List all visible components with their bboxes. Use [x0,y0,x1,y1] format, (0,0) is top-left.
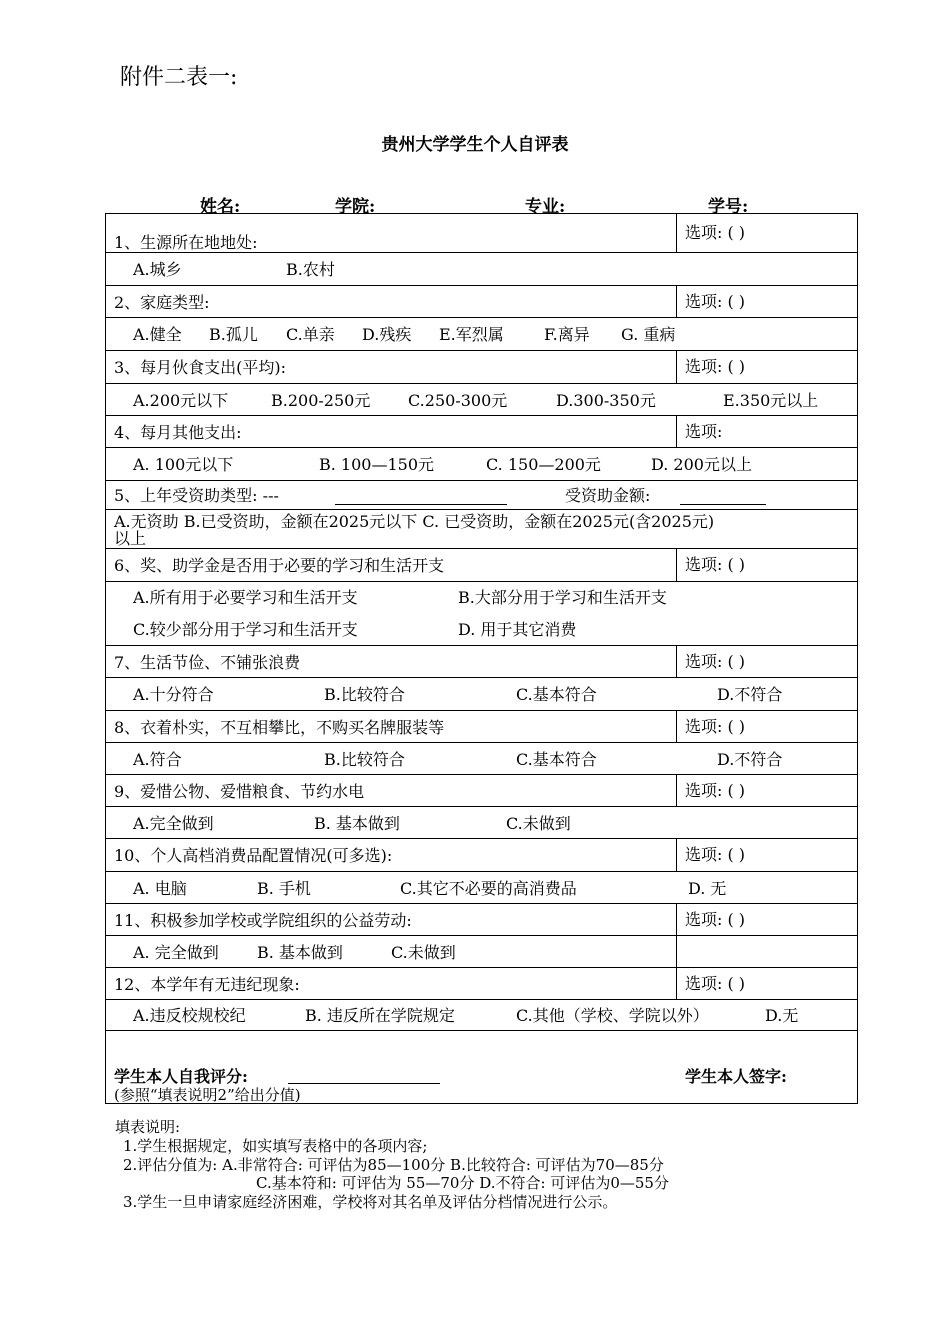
q10-option-d: D. 无 [688,879,727,898]
q11-choice-field[interactable]: 选项: ( ) [676,904,745,935]
q2-row [106,286,857,318]
q8-option-a: A.符合 [133,750,182,769]
q11-option-c: C.未做到 [391,943,456,962]
q5-text: 5、上年受资助类型: --- [114,486,279,505]
q3-option-c: C.250-300元 [408,391,508,410]
attachment-label: 附件二表一: [120,65,238,90]
q6-options-row [106,582,857,646]
q5-options-row [106,510,857,549]
q10-choice-field[interactable]: 选项: ( ) [676,839,745,871]
q9-text: 9、爱惜公物、爱惜粮食、节约水电 [114,782,365,801]
q5-option-line1: A.无资助 B.已受资助，金额在2025元以下 C. 已受资助，金额在2025元(含2025元) [114,512,715,531]
q8-options-row [106,743,857,775]
q9-option-a: A.完全做到 [133,814,214,833]
q1-option-a: A.城乡 [133,260,182,279]
q5-option-line2: 以上 [114,529,147,548]
q4-option-d: D. 200元以上 [651,455,752,474]
q2-option-c: C.单亲 [286,325,335,344]
q8-option-b: B.比较符合 [324,750,405,769]
q9-option-c: C.未做到 [506,814,571,833]
q5-amount-label: 受资助金额: [565,486,651,505]
q11-options-row [106,936,857,968]
q8-option-c: C.基本符合 [516,750,597,769]
q4-row [106,416,857,448]
instruction-3: 3.学生一旦申请家庭经济困难，学校将对其名单及评估分档情况进行公示。 [123,1193,618,1211]
q3-choice-field[interactable]: 选项: ( ) [676,351,745,383]
self-score-note: (参照“填表说明2”给出分值) [114,1086,301,1104]
q3-options-row [106,384,857,416]
self-score-blank[interactable] [288,1065,440,1082]
q10-option-a: A. 电脑 [133,879,187,898]
q11-option-b: B. 基本做到 [257,943,343,962]
q9-row [106,775,857,807]
instructions-heading: 填表说明: [115,1118,181,1136]
q12-option-b: B. 违反所在学院规定 [305,1006,455,1025]
q1-text: 1、生源所在地地处: [114,233,258,252]
q7-option-a: A.十分符合 [133,685,214,704]
q7-option-b: B.比较符合 [324,685,405,704]
q6-option-b: B.大部分用于学习和生活开支 [458,588,667,607]
q7-option-c: C.基本符合 [516,685,597,704]
q3-option-e: E.350元以上 [723,391,819,410]
q3-row [106,351,857,384]
student-id-label: 学号: [708,197,749,217]
q4-option-a: A. 100元以下 [133,455,234,474]
q11-option-a: A. 完全做到 [133,943,219,962]
instruction-1: 1.学生根据规定，如实填写表格中的各项内容; [123,1136,428,1155]
q8-option-d: D.不符合 [717,750,783,769]
q2-option-d: D.残疾 [362,325,412,344]
q7-option-d: D.不符合 [717,685,783,704]
q3-text: 3、每月伙食支出(平均): [114,358,287,377]
q2-options-row [106,318,857,351]
q7-text: 7、生活节俭、不铺张浪费 [114,653,301,672]
form-title: 贵州大学学生个人自评表 [381,135,569,155]
q10-options-row [106,872,857,904]
self-evaluation-table [105,213,858,1104]
q12-option-a: A.违反校规校纪 [133,1006,246,1025]
q2-option-b: B.孤儿 [209,325,258,344]
q12-option-d: D.无 [765,1006,799,1025]
q4-text: 4、每月其他支出: [114,423,242,442]
q7-row [106,646,857,678]
q6-text: 6、奖、助学金是否用于必要的学习和生活开支 [114,556,445,575]
q12-text: 12、本学年有无违纪现象: [114,975,300,994]
q10-row [106,839,857,872]
q2-option-g: G. 重病 [621,325,676,344]
q2-option-e: E.军烈属 [439,325,504,344]
q6-option-a: A.所有用于必要学习和生活开支 [133,588,358,607]
q5-amount-blank[interactable] [680,487,766,503]
q6-row [106,549,857,582]
q2-option-f: F.离异 [544,325,590,344]
q10-option-c: C.其它不必要的高消费品 [400,879,577,898]
q6-option-d: D. 用于其它消费 [458,620,577,639]
q7-choice-field[interactable]: 选项: ( ) [676,646,745,677]
q4-option-c: C. 150—200元 [486,455,601,474]
q1-option-b: B.农村 [286,260,335,279]
college-label: 学院: [335,197,376,217]
q2-choice-field[interactable]: 选项: ( ) [676,286,745,317]
q11-row [106,904,857,936]
q9-option-b: B. 基本做到 [314,814,400,833]
q3-option-b: B.200-250元 [271,391,371,410]
q1-choice-field[interactable]: 选项: ( ) [676,214,745,252]
q8-choice-field[interactable]: 选项: ( ) [676,711,745,742]
q2-option-a: A.健全 [133,325,182,344]
q2-text: 2、家庭类型: [114,293,210,312]
q10-text: 10、个人高档消费品配置情况(可多选): [114,846,393,865]
self-score-section [106,1029,857,1103]
q12-choice-field[interactable]: 选项: ( ) [676,968,745,999]
q1-row [106,214,857,253]
q8-text: 8、衣着朴实，不互相攀比，不购买名牌服装等 [114,718,445,737]
q5-type-blank[interactable] [335,487,507,503]
q7-options-row [106,678,857,711]
q5-row [106,481,857,510]
major-label: 专业: [525,197,566,217]
q11-text: 11、积极参加学校或学院组织的公益劳动: [114,911,412,930]
q12-option-c: C.其他（学校、学院以外） [516,1006,709,1025]
q3-option-d: D.300-350元 [556,391,656,410]
q4-options-row [106,448,857,481]
self-score-label: 学生本人自我评分: [114,1067,248,1086]
instruction-2a: 2.评估分值为: A.非常符合: 可评估为85—100分 B.比较符合: 可评估为70—85分 [123,1155,664,1174]
q9-choice-field[interactable]: 选项: ( ) [676,775,745,806]
q6-choice-field[interactable]: 选项: ( ) [676,549,745,581]
q6-option-c: C.较少部分用于学习和生活开支 [133,620,358,639]
instruction-2b: C.基本符和: 可评估为 55—70分 D.不符合: 可评估为0—55分 [256,1174,669,1193]
q9-options-row [106,807,857,839]
instructions [115,1118,669,1212]
q12-options-row [106,1000,857,1031]
name-label: 姓名: [200,197,241,217]
q8-row [106,711,857,743]
q12-row [106,968,857,1000]
q4-choice-field[interactable]: 选项: [676,416,722,447]
q11-empty-cell [676,936,677,967]
signature-label: 学生本人签字: [685,1067,787,1086]
q3-option-a: A.200元以下 [133,391,229,410]
q10-option-b: B. 手机 [257,879,311,898]
q1-options-row [106,253,857,286]
q4-option-b: B. 100—150元 [319,455,435,474]
